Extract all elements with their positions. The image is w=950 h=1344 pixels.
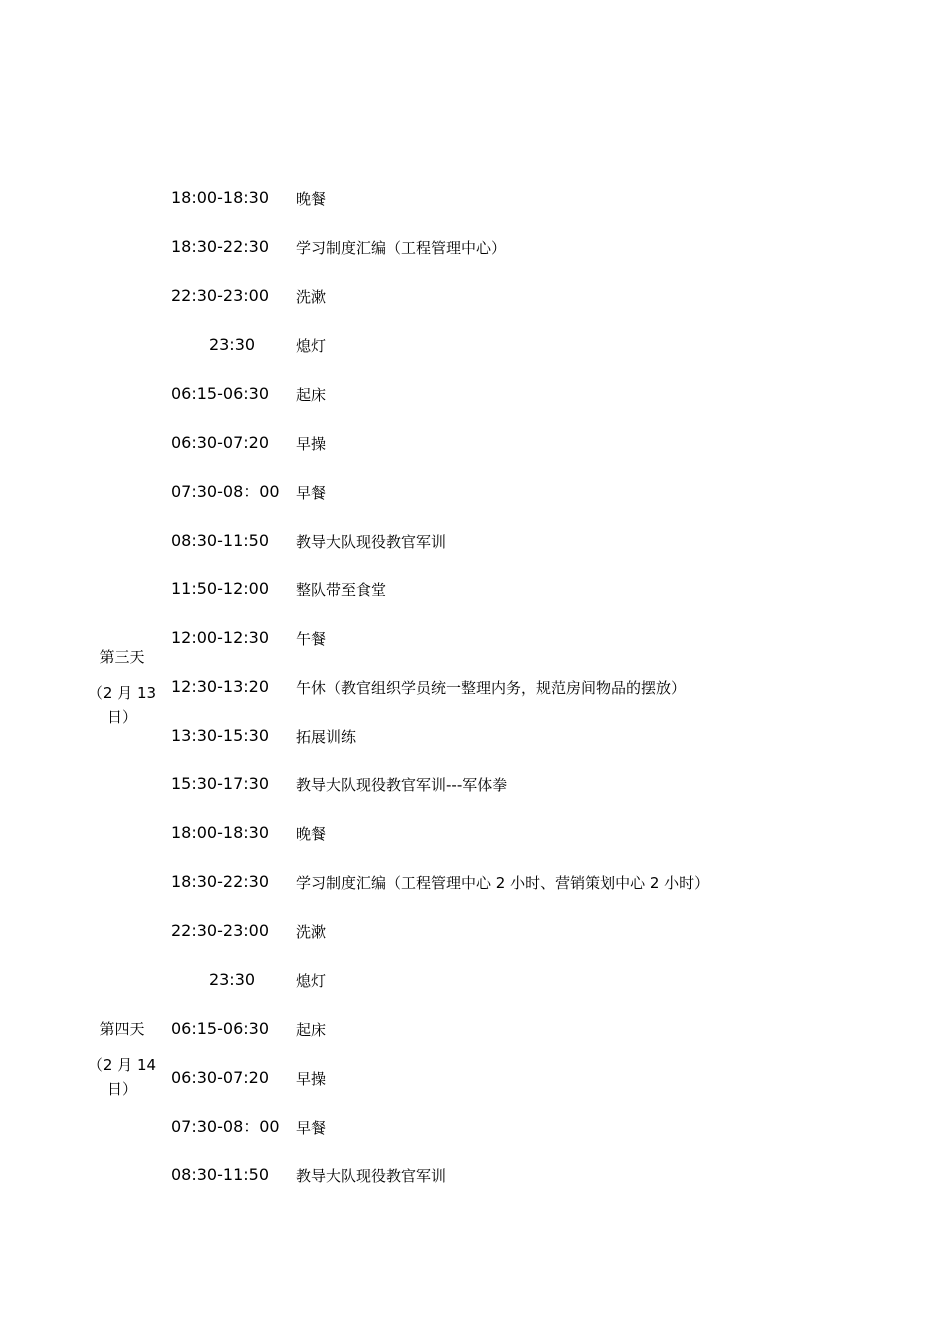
activity-cell: 午餐 — [296, 630, 327, 648]
activity-cell: 起床 — [296, 386, 327, 404]
time-cell: 07:30-08：00 — [171, 1117, 280, 1136]
activity-cell: 午休（教官组织学员统一整理内务，规范房间物品的摆放） — [296, 679, 687, 697]
schedule-row — [0, 432, 950, 460]
activity-cell: 熄灯 — [296, 337, 327, 355]
time-cell: 11:50-12:00 — [171, 579, 269, 598]
schedule-row — [0, 1164, 950, 1192]
time-cell: 23:30 — [208, 970, 256, 989]
schedule-row — [0, 334, 950, 362]
activity-cell: 教导大队现役教官军训 — [296, 533, 447, 551]
time-cell: 12:30-13:20 — [171, 677, 269, 696]
schedule-row — [0, 1067, 950, 1095]
time-cell: 23:30 — [208, 335, 256, 354]
schedule-row — [0, 1116, 950, 1144]
activity-cell: 整队带至食堂 — [296, 581, 387, 599]
time-cell: 06:15-06:30 — [171, 1019, 269, 1038]
activity-cell: 洗漱 — [296, 288, 327, 306]
schedule-row — [0, 676, 950, 704]
time-cell: 07:30-08：00 — [171, 482, 280, 501]
activity-cell: 晚餐 — [296, 190, 327, 208]
schedule-row — [0, 627, 950, 655]
activity-cell: 起床 — [296, 1021, 327, 1039]
schedule-row — [0, 285, 950, 313]
day4-name: 第四天 — [99, 1020, 145, 1038]
activity-cell: 洗漱 — [296, 923, 327, 941]
activity-cell: 早操 — [296, 435, 327, 453]
schedule-row — [0, 530, 950, 558]
time-cell: 06:30-07:20 — [171, 1068, 269, 1087]
activity-cell: 熄灯 — [296, 972, 327, 990]
day3-name: 第三天 — [99, 648, 145, 666]
time-cell: 18:30-22:30 — [171, 872, 269, 891]
day3-date: （2 月 13 日） — [87, 684, 157, 726]
schedule-row — [0, 871, 950, 899]
activity-cell: 早餐 — [296, 1119, 327, 1137]
schedule-row — [0, 725, 950, 753]
activity-cell: 晚餐 — [296, 825, 327, 843]
activity-cell: 拓展训练 — [296, 728, 357, 746]
schedule-row — [0, 236, 950, 264]
time-cell: 08:30-11:50 — [171, 531, 269, 550]
time-cell: 22:30-23:00 — [171, 921, 269, 940]
time-cell: 22:30-23:00 — [171, 286, 269, 305]
activity-cell: 早餐 — [296, 484, 327, 502]
schedule-row — [0, 969, 950, 997]
time-cell: 06:15-06:30 — [171, 384, 269, 403]
activity-cell: 教导大队现役教官军训 — [296, 1167, 447, 1185]
schedule-row — [0, 578, 950, 606]
time-cell: 18:00-18:30 — [171, 823, 269, 842]
time-cell: 12:00-12:30 — [171, 628, 269, 647]
schedule-row — [0, 383, 950, 411]
schedule-row — [0, 773, 950, 801]
time-cell: 06:30-07:20 — [171, 433, 269, 452]
time-cell: 15:30-17:30 — [171, 774, 269, 793]
time-cell: 08:30-11:50 — [171, 1165, 269, 1184]
schedule-row — [0, 920, 950, 948]
time-cell: 13:30-15:30 — [171, 726, 269, 745]
schedule-row — [0, 187, 950, 215]
activity-cell: 学习制度汇编（工程管理中心 2 小时、营销策划中心 2 小时） — [296, 874, 710, 892]
activity-cell: 教导大队现役教官军训---军体拳 — [296, 776, 508, 794]
schedule-row — [0, 1018, 950, 1046]
schedule-row — [0, 481, 950, 509]
time-cell: 18:00-18:30 — [171, 188, 269, 207]
time-cell: 18:30-22:30 — [171, 237, 269, 256]
day4-date: （2 月 14 日） — [87, 1056, 157, 1098]
activity-cell: 学习制度汇编（工程管理中心） — [296, 239, 507, 257]
activity-cell: 早操 — [296, 1070, 327, 1088]
schedule-row — [0, 822, 950, 850]
